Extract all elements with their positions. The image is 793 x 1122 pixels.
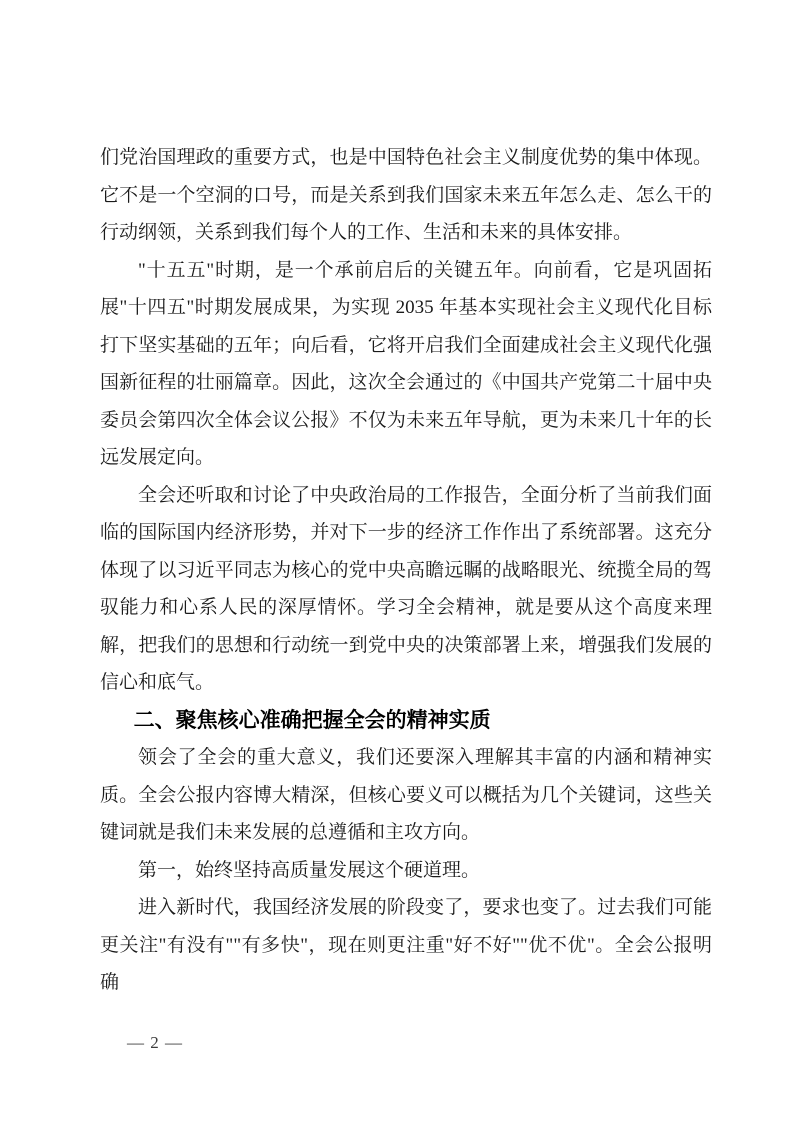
body-paragraph: "十五五"时期，是一个承前启后的关键五年。向前看，它是巩固拓展"十四五"时期发展成果，为实现 2035 年基本实现社会主义现代化目标打下坚实基础的五年；向后看，它将开启我们全面建成社会主义现代化强国新征程的壮丽篇章。因此，这次全会通过的《中国共产党第二十届中央委员会第四次全体会议公报》不仅为未来五年导航，更为未来几十年的长远发展定向。 <box>100 259 712 468</box>
body-paragraph: 领会了全会的重大意义，我们还要深入理解其丰富的内涵和精神实质。全会公报内容博大精深，但核心要义可以概括为几个关键词，这些关键词就是我们未来发展的总遵循和主攻方向。 <box>100 747 712 843</box>
section-heading: 二、聚焦核心准确把握全会的精神实质 <box>133 708 491 732</box>
body-paragraph-runs-to-next-page: 进入新时代，我国经济发展的阶段变了，要求也变了。过去我们可能更关注"有没有""有多快"，现在则更注重"好不好""优不优"。全会公报明确 <box>100 897 712 993</box>
body-paragraph: 全会还听取和讨论了中央政治局的工作报告，全面分析了当前我们面临的国际国内经济形势，并对下一步的经济工作作出了系统部署。这充分体现了以习近平同志为核心的党中央高瞻远瞩的战略眼光、统揽全局的驾驭能力和心系人民的深厚情怀。学习全会精神，就是要从这个高度来理解，把我们的思想和行动统一到党中央的决策部署上来，增强我们发展的信心和底气。 <box>100 484 712 693</box>
body-paragraph: 第一，始终坚持高质量发展这个硬道理。 <box>138 859 481 881</box>
page-number: — 2 — <box>127 1033 183 1052</box>
body-paragraph-continuation: 们党治国理政的重要方式，也是中国特色社会主义制度优势的集中体现。它不是一个空洞的口号，而是关系到我们国家未来五年怎么走、怎么干的行动纲领，关系到我们每个人的工作、生活和未来的具体安排。 <box>100 147 712 243</box>
document-body <box>100 139 712 1002</box>
